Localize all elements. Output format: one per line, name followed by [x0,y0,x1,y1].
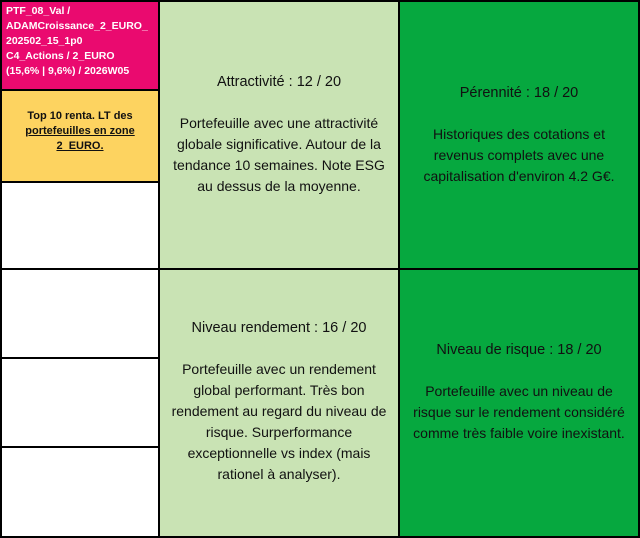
portfolio-title-line: (15,6% | 9,6%) / 2026W05 [6,65,130,77]
attractivite-cell [159,1,399,269]
rendement-heading: Niveau rendement : 16 / 20 [191,320,367,336]
portfolio-title [1,1,159,90]
ranking-badge [1,90,159,182]
portfolio-title-line: PTF_08_Val / [6,5,71,17]
rendement-cell [159,269,399,537]
empty-cell [1,182,159,269]
rendement-text: Portefeuille avec un rendement global performant. Très bon rendement au regard du niveau de risque. Surperformance exceptionnelle vs index (mais rationel à analyser). [171,361,387,482]
perennite-text: Historiques des cotations et revenus complets avec une capitalisation d'environ 4.2 G€. [423,126,615,184]
portfolio-title-line: 202502_15_1p0 [6,35,83,47]
attractivite-heading: Attractivité : 12 / 20 [216,74,342,90]
risque-text: Portefeuille avec un niveau de risque sur le rendement considéré comme très faible voire inexistant. [413,383,625,441]
perennite-heading: Pérennité : 18 / 20 [459,85,579,101]
ranking-line: 2_EURO. [56,140,104,152]
perennite-cell [399,1,639,269]
ranking-line: Top 10 renta. LT des [27,110,133,122]
attractivite-text: Portefeuille avec une attractivité globale significative. Autour de la tendance 10 semaines. Note ESG au dessus de la moyenne. [173,115,385,194]
portfolio-title-line: C4_Actions / 2_EURO [6,50,115,62]
risque-cell [399,269,639,537]
portfolio-title-line: ADAMCroissance_2_EURO_ [6,20,148,32]
empty-cell [1,447,159,537]
ranking-line: portefeuilles en zone [25,125,135,137]
empty-cell [1,358,159,447]
empty-cell [1,269,159,358]
risque-heading: Niveau de risque : 18 / 20 [436,342,602,358]
